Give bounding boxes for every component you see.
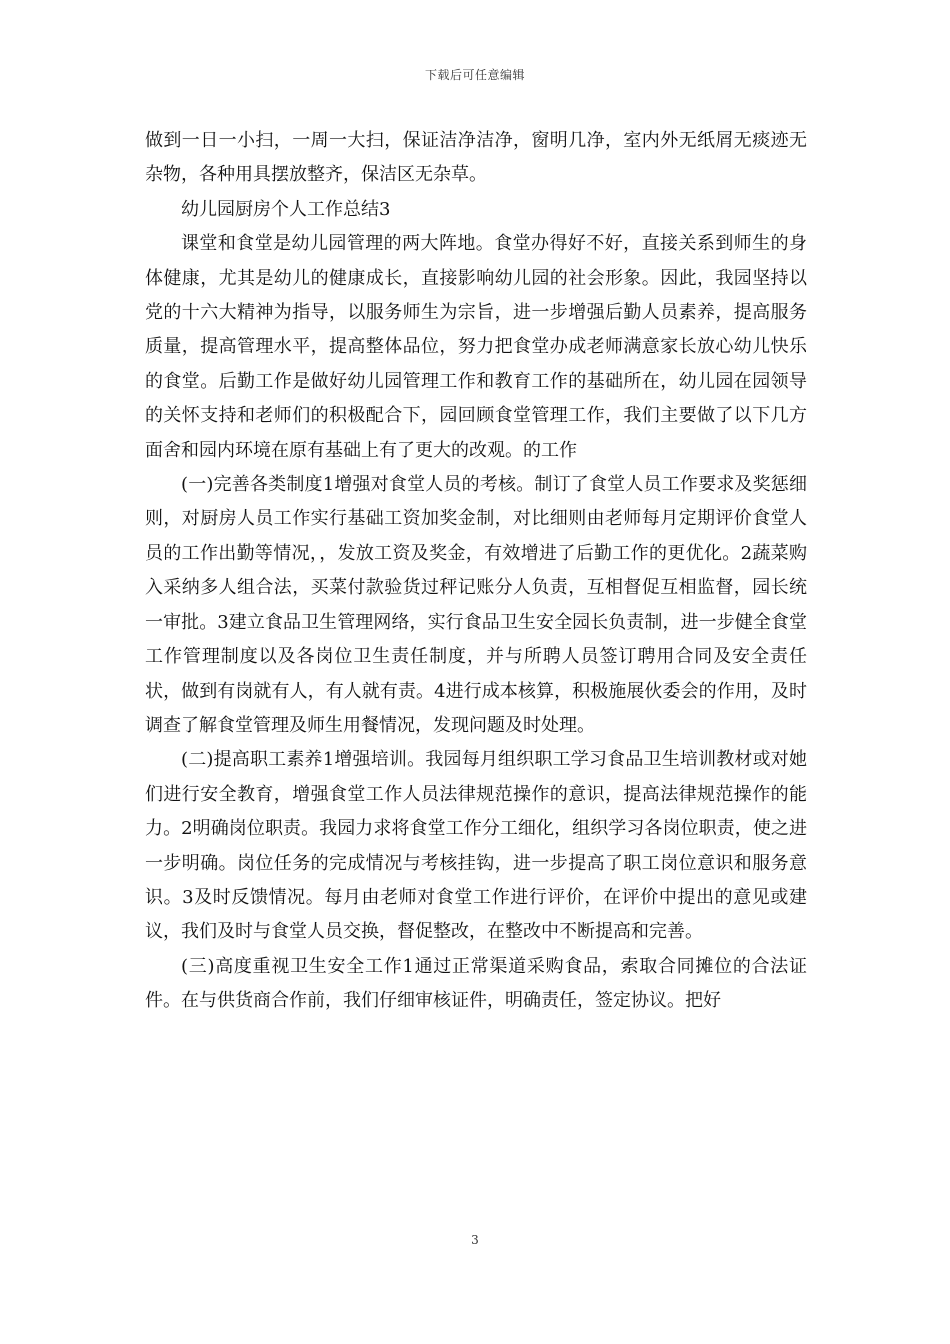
- page-number: 3: [471, 1233, 479, 1247]
- paragraph-introduction: 课堂和食堂是幼儿园管理的两大阵地。食堂办得好不好，直接关系到师生的身体健康，尤其是幼儿的健康成长，直接影响幼儿园的社会形象。因此，我园坚持以党的十六大精神为指导，以服务师生为宗旨，进一步增强后勤人员素养，提高服务质量，提高管理水平，提高整体品位，努力把食堂办成老师满意家长放心幼儿快乐的食堂。后勤工作是做好幼儿园管理工作和教育工作的基础所在，幼儿园在园领导的关怀支持和老师们的积极配合下，园回顾食堂管理工作，我们主要做了以下几方面舍和园内环境在原有基础上有了更大的改观。的工作: [145, 233, 807, 461]
- paragraph-hygiene-safety: (三)高度重视卫生安全工作1通过正常渠道采购食品，索取合同摊位的合法证件。在与供货商合作前，我们仔细审核证件，明确责任，签定协议。把好: [145, 955, 807, 1012]
- paragraph-staff-quality: (二)提高职工素养1增强培训。我园每月组织职工学习食品卫生培训教材或对她们进行安全教育，增强食堂工作人员法律规范操作的意识，提高法律规范操作的能力。2明确岗位职责。我园力求将食堂工作分工细化，组织学习各岗位职责，使之进一步明确。岗位任务的完成情况与考核挂钩，进一步提高了职工岗位意识和服务意识。3及时反馈情况。每月由老师对食堂工作进行评价，在评价中提出的意见或建议，我们及时与食堂人员交换，督促整改，在整改中不断提高和完善。: [145, 749, 807, 943]
- paragraph-improve-systems: (一)完善各类制度1增强对食堂人员的考核。制订了食堂人员工作要求及奖惩细则，对厨房人员工作实行基础工资加奖金制，对比细则由老师每月定期评价食堂人员的工作出勤等情况，，发放工资及奖金，有效增进了后勤工作的更优化。2蔬菜购入采纳多人组合法，买菜付款验货过秤记账分人负责，互相督促互相监督，园长统一审批。3建立食品卫生管理网络，实行食品卫生安全园长负责制，进一步健全食堂工作管理制度以及各岗位卫生责任制度，并与所聘人员签订聘用合同及安全责任状，做到有岗就有人，有人就有责。4进行成本核算，积极施展伙委会的作用，及时调查了解食堂管理及师生用餐情况，发现问题及时处理。: [145, 474, 807, 736]
- document-body: [145, 124, 807, 1019]
- page-header: 下载后可任意编辑: [424, 68, 525, 82]
- section-title: 幼儿园厨房个人工作总结3: [181, 198, 391, 220]
- paragraph-cleaning-standards: 做到一日一小扫，一周一大扫，保证洁净洁净，窗明几净，室内外无纸屑无痰迹无杂物，各种用具摆放整齐，保洁区无杂草。: [145, 130, 807, 186]
